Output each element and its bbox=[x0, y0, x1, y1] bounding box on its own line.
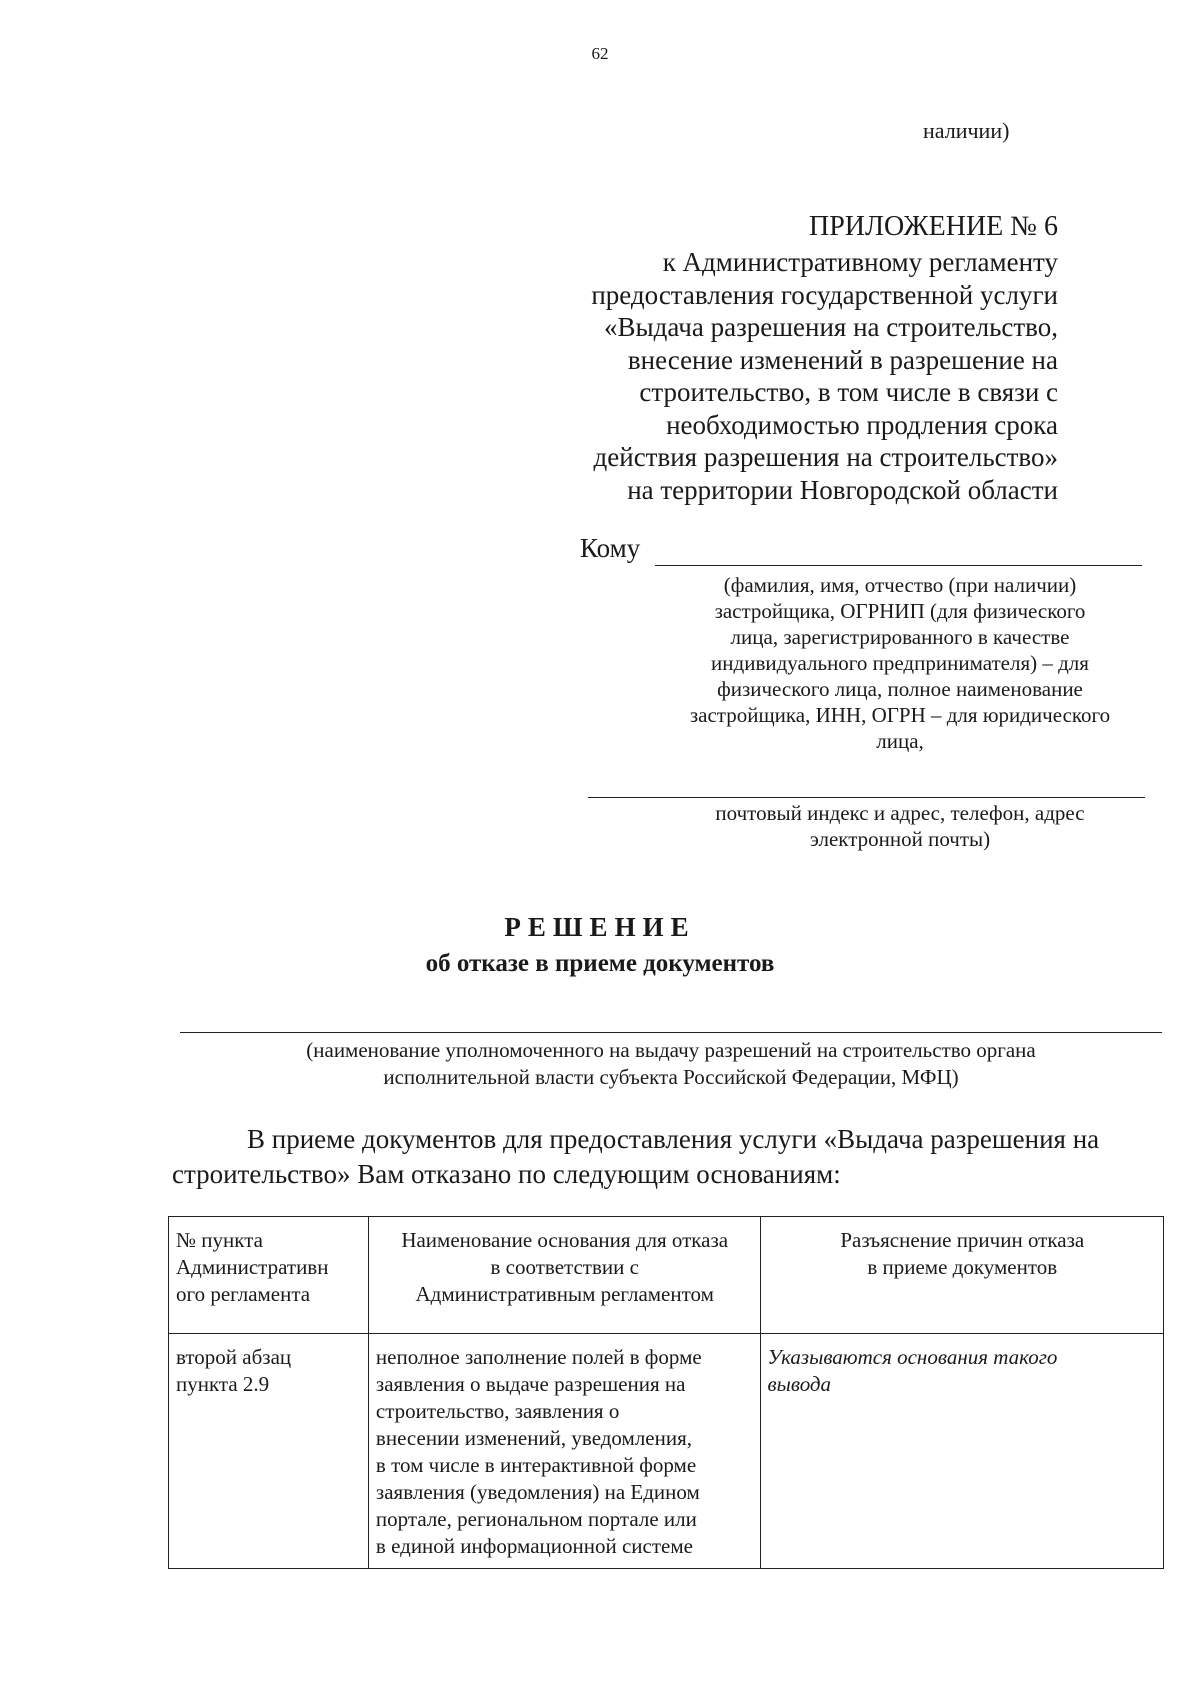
decision-title: РЕШЕНИЕ bbox=[504, 912, 696, 942]
address-fill-line[interactable] bbox=[588, 797, 1145, 798]
header-line: Наименование основания для отказа bbox=[401, 1228, 729, 1252]
cell-line: внесении изменений, уведомления, bbox=[375, 1426, 692, 1450]
cell-line: в единой информационной системе bbox=[375, 1534, 693, 1558]
address-hint-line: почтовый индекс и адрес, телефон, адрес bbox=[715, 801, 1085, 825]
refusal-grounds-table bbox=[168, 1216, 1164, 1569]
cell-line: заявления (уведомления) на Едином bbox=[375, 1480, 700, 1504]
cell-line: пункта 2.9 bbox=[176, 1372, 270, 1396]
continuation-text: наличии) bbox=[923, 118, 1010, 143]
cell-line: портале, региональном портале или bbox=[375, 1507, 697, 1531]
header-line: в приеме документов bbox=[867, 1255, 1058, 1279]
table-header-row bbox=[169, 1217, 1164, 1334]
appendix-block bbox=[498, 210, 1058, 506]
appendix-line: на территории Новгородской области bbox=[627, 474, 1058, 505]
cell-line: заявления о выдаче разрешения на bbox=[375, 1372, 686, 1396]
appendix-line: строительство, в том числе в связи с bbox=[639, 377, 1058, 407]
cell-line: второй абзац bbox=[176, 1345, 292, 1369]
appendix-line: необходимостью продления срока bbox=[666, 409, 1058, 440]
body-paragraph bbox=[172, 1122, 1147, 1192]
cell-line: строительство, заявления о bbox=[375, 1399, 620, 1423]
cell-explanation bbox=[760, 1334, 1163, 1569]
address-hint-line: электронной почты) bbox=[809, 827, 991, 851]
cell-line: Указываются основания такого bbox=[767, 1345, 1058, 1369]
recipient-hint-line: индивидуального предпринимателя) – для bbox=[711, 651, 1089, 675]
appendix-line: к Административному регламенту bbox=[662, 247, 1058, 277]
recipient-label: Кому bbox=[580, 533, 641, 563]
organization-hint-line: (наименование уполномоченного на выдачу разрешений на строительство органа bbox=[306, 1038, 1036, 1062]
recipient-hint-line: лица, зарегистрированного в качестве bbox=[730, 625, 1070, 649]
cell-line: в том числе в интерактивной форме bbox=[375, 1453, 697, 1477]
header-line: Административн bbox=[176, 1255, 329, 1279]
recipient-hint-line: (фамилия, имя, отчество (при наличии) bbox=[723, 573, 1077, 597]
cell-ground bbox=[368, 1334, 760, 1569]
address-hint bbox=[650, 800, 1150, 852]
cell-line: неполное заполнение полей в форме bbox=[375, 1345, 702, 1369]
header-line: № пункта bbox=[176, 1228, 263, 1252]
appendix-line: внесение изменений в разрешение на bbox=[627, 344, 1058, 375]
organization-hint bbox=[180, 1037, 1162, 1091]
cell-line: вывода bbox=[767, 1372, 832, 1396]
organization-hint-line: исполнительной власти субъекта Российской Федерации, МФЦ) bbox=[383, 1065, 959, 1089]
header-cell-clause bbox=[169, 1217, 369, 1334]
recipient-fill-line[interactable] bbox=[655, 565, 1142, 566]
header-line: ого регламента bbox=[176, 1282, 311, 1306]
header-cell-explanation bbox=[760, 1217, 1163, 1334]
recipient-hint bbox=[650, 572, 1150, 754]
header-cell-ground bbox=[368, 1217, 760, 1334]
recipient-hint-line: застройщика, ОГРНИП (для физического bbox=[714, 599, 1086, 623]
appendix-line: «Выдача разрешения на строительство, bbox=[604, 312, 1058, 342]
paragraph-line: В приеме документов для предоставления услуги «Выдача разрешения на bbox=[247, 1124, 1100, 1154]
appendix-title: ПРИЛОЖЕНИЕ № 6 bbox=[809, 211, 1058, 242]
decision-subtitle: об отказе в приеме документов bbox=[425, 950, 775, 977]
recipient-hint-line: застройщика, ИНН, ОГРН – для юридического bbox=[689, 703, 1111, 727]
organization-fill-line[interactable] bbox=[180, 1032, 1162, 1033]
recipient-hint-line: физического лица, полное наименование bbox=[717, 677, 1083, 701]
cell-clause bbox=[169, 1334, 369, 1569]
page-number: 62 bbox=[591, 44, 609, 63]
paragraph-line: строительство» Вам отказано по следующим основаниям: bbox=[172, 1159, 841, 1189]
table-row bbox=[169, 1334, 1164, 1569]
appendix-line: действия разрешения на строительство» bbox=[593, 442, 1058, 472]
recipient-hint-line: лица, bbox=[876, 729, 924, 753]
header-line: в соответствии с bbox=[490, 1255, 639, 1279]
header-line: Административным регламентом bbox=[415, 1282, 714, 1306]
appendix-line: предоставления государственной услуги bbox=[591, 279, 1058, 310]
header-line: Разъяснение причин отказа bbox=[840, 1228, 1085, 1252]
